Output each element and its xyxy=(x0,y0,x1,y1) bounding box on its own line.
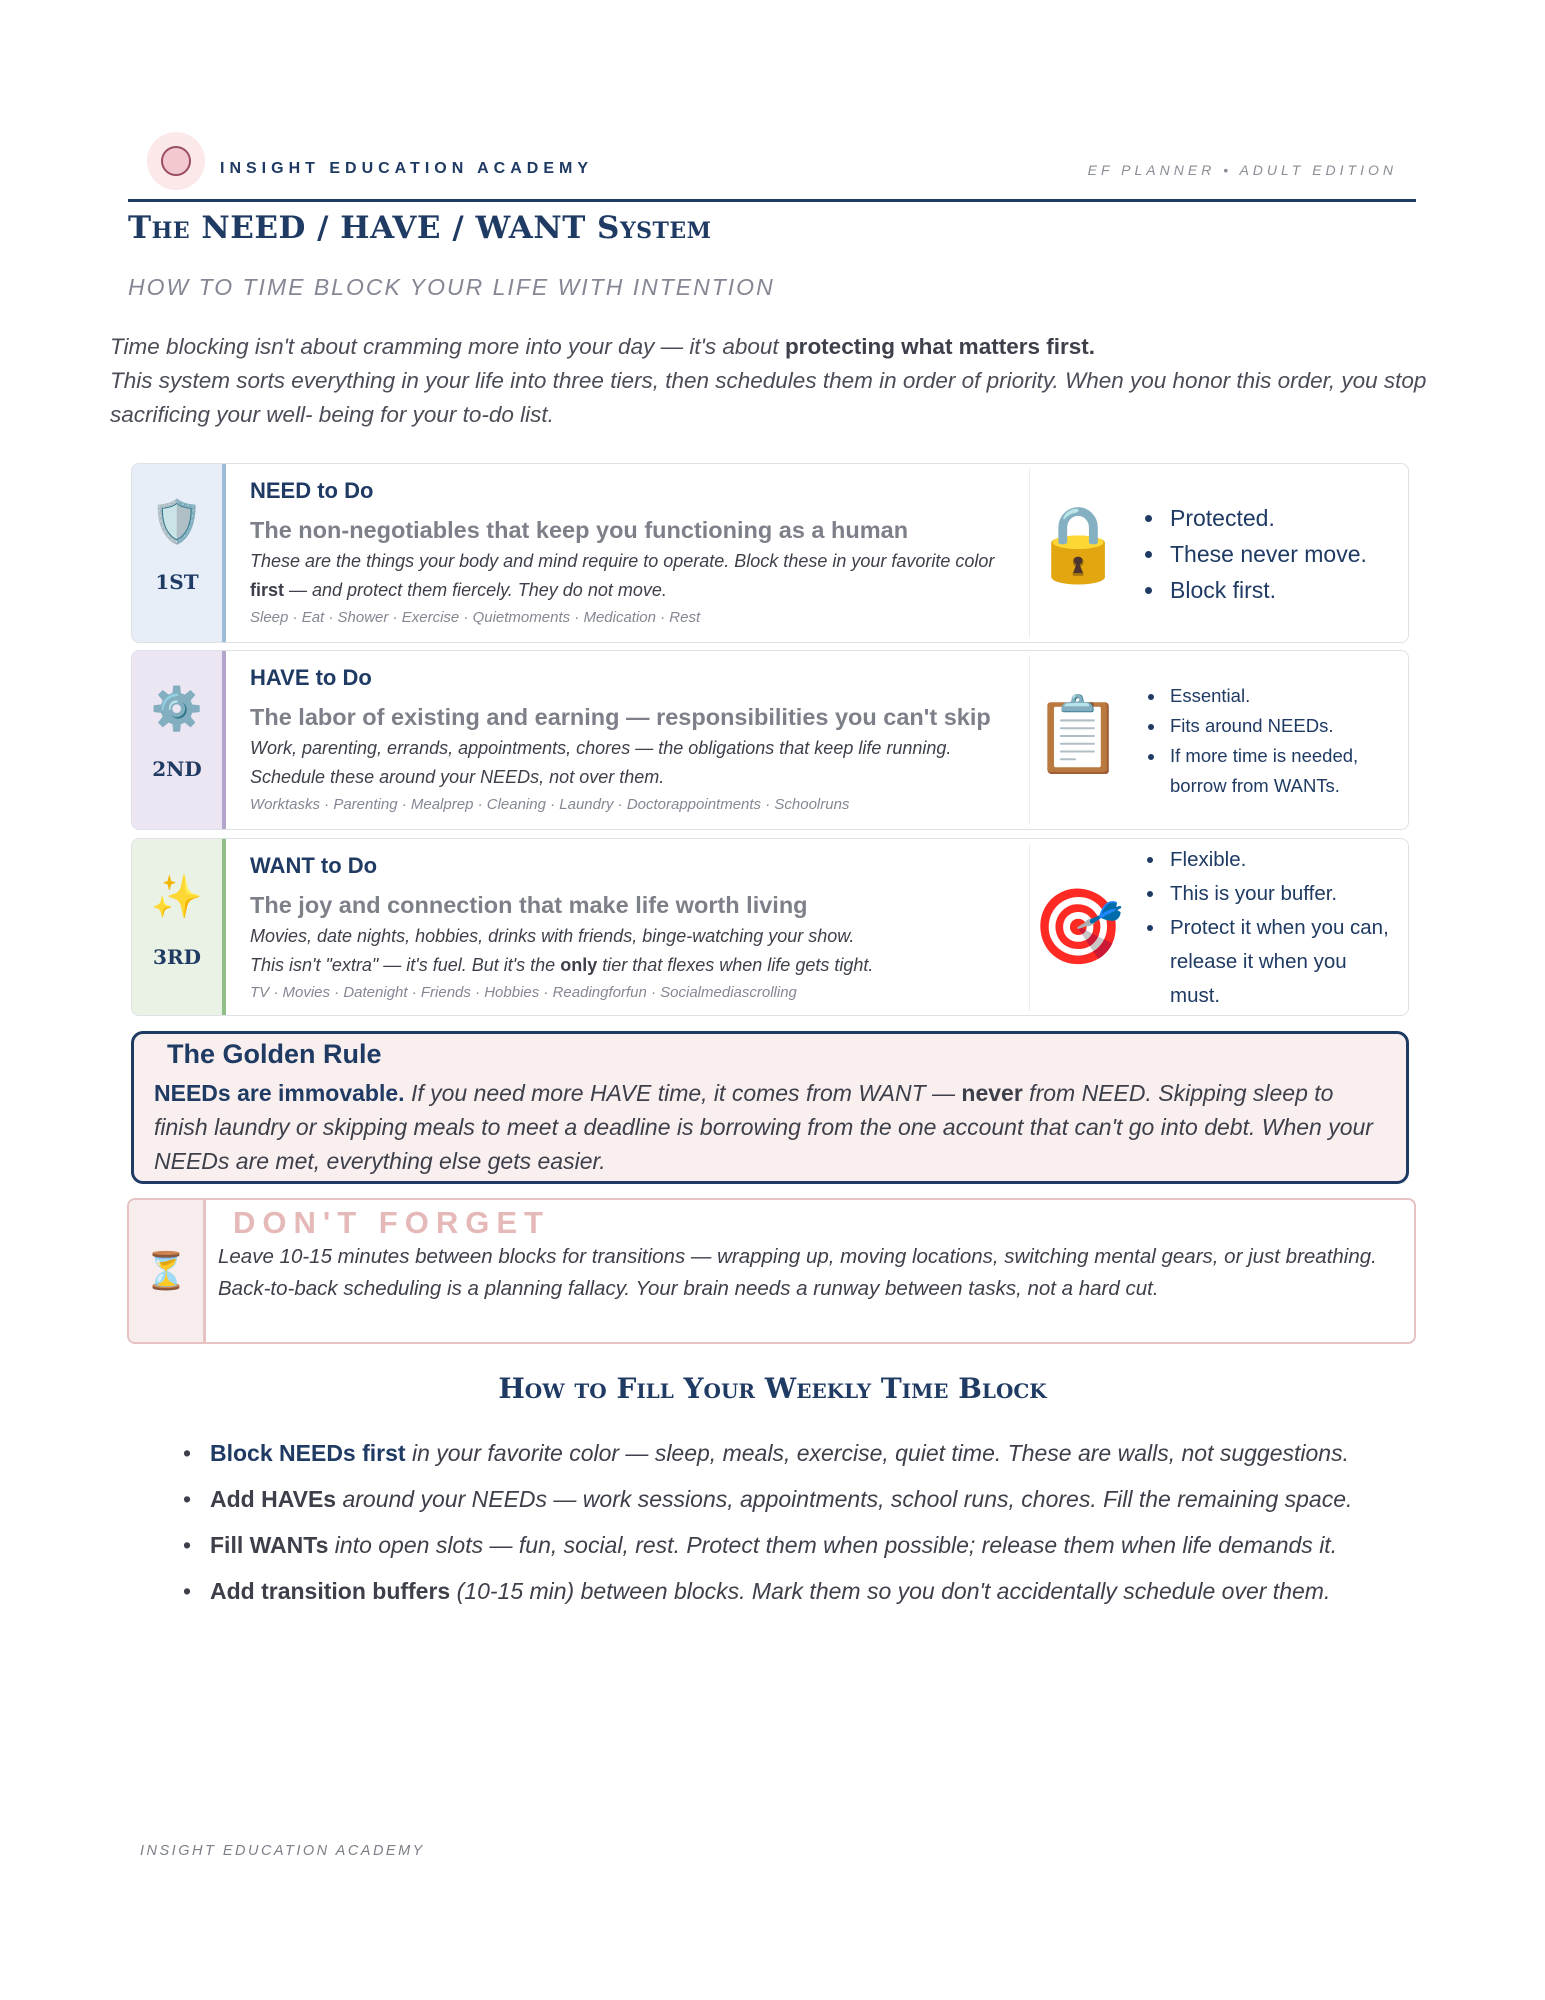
dont-forget-box xyxy=(127,1198,1416,1344)
tier-headline: The non-negotiables that keep you functioning as a human xyxy=(250,517,909,543)
tier-bullets xyxy=(1140,681,1406,801)
tier-headline: The labor of existing and earning — responsibilities you can't skip xyxy=(250,704,991,730)
list-item: • These never move. xyxy=(1166,536,1367,572)
list-item: • Flexible. xyxy=(1166,843,1396,877)
tier-headline: The joy and connection that make life worth living xyxy=(250,892,808,918)
clipboard-icon: 📋 xyxy=(1032,693,1125,776)
tier-description: Movies, date nights, hobbies, drinks with friends, binge-watching your show. This isn't "extra" — it's fuel. But it's the only tier that flexes when life gets tight. xyxy=(250,926,874,975)
tier-rank: 1ST xyxy=(155,570,199,594)
golden-rule-box xyxy=(131,1031,1409,1184)
list-item: • Add HAVEs around your NEEDs — work sessions, appointments, school runs, chores. Fill the remaining space. xyxy=(210,1476,1380,1522)
fill-section-title: How to Fill Your Weekly Time Block xyxy=(498,1372,1047,1405)
tier-name: HAVE to Do xyxy=(250,665,372,690)
list-item: • Essential. xyxy=(1166,681,1406,711)
dont-forget-title: DON'T FORGET xyxy=(233,1205,550,1240)
list-item: • Block first. xyxy=(1166,572,1367,608)
tier-need xyxy=(131,463,1409,643)
golden-rule-text: NEEDs are immovable. If you need more HAVE time, it comes from WANT — never from NEED. Skipping sleep to finish laundry or skipping meals to meet a deadline is borrowing from the one account that can't go into debt. When your NEEDs are met, everything else gets easier. xyxy=(154,1080,1373,1174)
list-item: • If more time is needed, borrow from WANTs. xyxy=(1166,741,1406,801)
edition-label: EF PLANNER • ADULT EDITION xyxy=(1087,162,1397,178)
sparkles-icon: ✨ xyxy=(150,873,204,920)
list-item: • Protected. xyxy=(1166,500,1367,536)
hourglass-icon: ⏳ xyxy=(129,1200,206,1342)
list-item: • Block NEEDs first in your favorite color — sleep, meals, exercise, quiet time. These are walls, not suggestions. xyxy=(210,1430,1380,1476)
tier-rank-panel xyxy=(132,464,226,642)
tier-rank: 3RD xyxy=(153,945,201,969)
footer-brand: INSIGHT EDUCATION ACADEMY xyxy=(140,1843,425,1859)
fill-steps-list xyxy=(210,1430,1380,1614)
tier-tags: Worktasks · Parenting · Mealprep · Cleaning · Laundry · Doctorappointments · Schoolruns xyxy=(250,796,850,813)
tier-description: Work, parenting, errands, appointments, chores — the obligations that keep life running. Schedule these around your NEEDs, not over them. xyxy=(250,738,952,787)
list-item: • This is your buffer. xyxy=(1166,877,1396,911)
dont-forget-text: Leave 10-15 minutes between blocks for transitions — wrapping up, moving locations, switching mental gears, or just breathing. Back-to-back scheduling is a planning fallacy. Your brain needs a runway between tasks, not a hard cut. xyxy=(218,1245,1377,1300)
list-item: • Fits around NEEDs. xyxy=(1166,711,1406,741)
gear-icon: ⚙️ xyxy=(150,685,204,732)
lock-icon: 🔒 xyxy=(1032,502,1125,585)
target-icon: 🎯 xyxy=(1032,885,1125,968)
shield-icon: 🛡️ xyxy=(150,498,204,545)
golden-rule-title: The Golden Rule xyxy=(167,1039,382,1069)
page-title: The NEED / HAVE / WANT System xyxy=(128,210,712,246)
list-item: • Add transition buffers (10-15 min) between blocks. Mark them so you don't accidentally schedule over them. xyxy=(210,1568,1380,1614)
tier-want xyxy=(131,838,1409,1016)
tier-tags: Sleep · Eat · Shower · Exercise · Quietmoments · Medication · Rest xyxy=(250,609,701,626)
page-subtitle: HOW TO TIME BLOCK YOUR LIFE WITH INTENTION xyxy=(128,274,775,300)
tier-bullets xyxy=(1140,500,1367,608)
tier-rank-panel xyxy=(132,651,226,829)
brand-name: INSIGHT EDUCATION ACADEMY xyxy=(220,160,593,177)
tier-name: NEED to Do xyxy=(250,478,374,503)
tier-tags: TV · Movies · Datenight · Friends · Hobbies · Readingforfun · Socialmediascrolling xyxy=(250,984,797,1001)
tier-description: These are the things your body and mind require to operate. Block these in your favorite color first — and protect them fiercely. They do not move. xyxy=(250,551,995,600)
list-item: • Fill WANTs into open slots — fun, social, rest. Protect them when possible; release them when life demands it. xyxy=(210,1522,1380,1568)
tier-rank: 2ND xyxy=(152,757,202,781)
intro-paragraph: Time blocking isn't about cramming more into your day — it's about protecting what matters first. This system sorts everything in your life into three tiers, then schedules them in order of priority. When you honor this order, you stop sacrificing your well- being for your to-do list. xyxy=(110,334,1427,427)
tier-name: WANT to Do xyxy=(250,853,378,878)
tier-bullets xyxy=(1140,843,1396,1013)
tier-have xyxy=(131,650,1409,830)
tier-rank-panel xyxy=(132,839,226,1015)
academy-logo xyxy=(147,132,205,190)
header-divider xyxy=(128,199,1416,202)
list-item: • Protect it when you can, release it when you must. xyxy=(1166,911,1396,1013)
